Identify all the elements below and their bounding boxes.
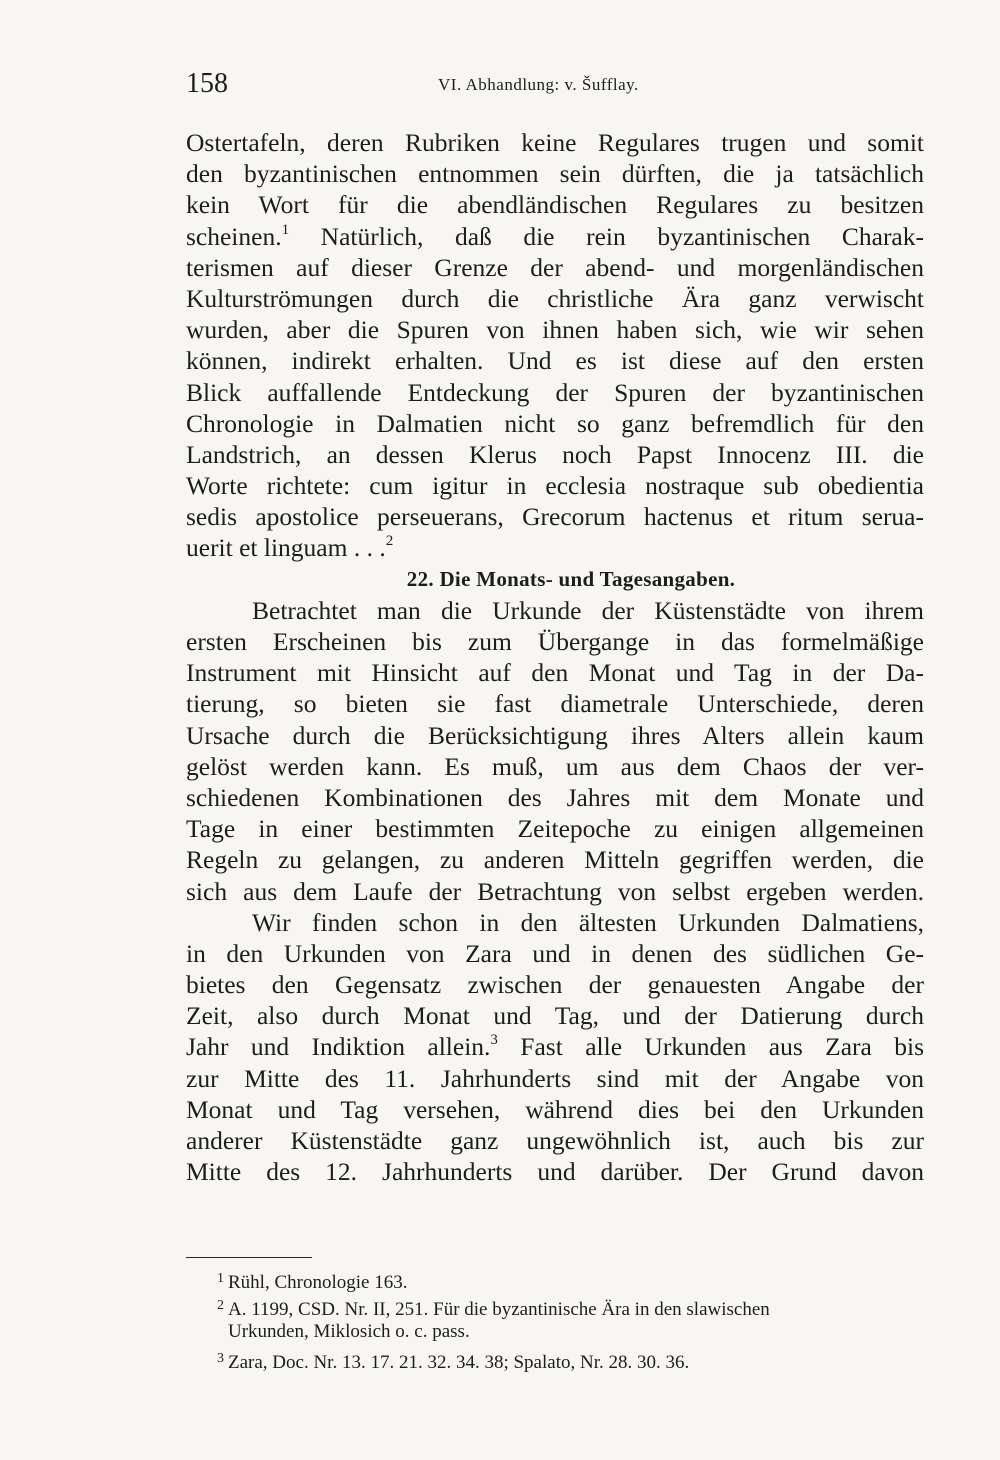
text-fragment: scheinen.: [186, 221, 282, 251]
text-fragment: Natürlich, daß die rein byzantinischen Charak-: [289, 221, 924, 251]
text-line: Landstrich, an dessen Klerus noch Papst Innocenz III. die: [186, 439, 924, 469]
text-line: terismen auf dieser Grenze der abend- und morgenländischen: [186, 252, 924, 282]
text-line: Instrument mit Hinsicht auf den Monat und Tag in der Da-: [186, 658, 924, 688]
text-line: in den Urkunden von Zara und in denen des südlichen Ge-: [186, 938, 924, 968]
text-line: Blick auffallende Entdeckung der Spuren der byzantinischen: [186, 377, 924, 407]
text-line: Mitte des 12. Jahrhunderts und darüber. Der Grund davon: [186, 1157, 924, 1187]
text-line: sich aus dem Laufe der Betrachtung von selbst ergeben werden.: [186, 876, 924, 906]
text-fragment: uerit et linguam . . .: [186, 533, 386, 563]
running-header: [186, 68, 924, 104]
text-line: [186, 1031, 924, 1062]
text-fragment: Jahr und Indiktion allein.: [186, 1032, 491, 1062]
text-line: kein Wort für die abendländischen Regulares zu besitzen: [186, 190, 924, 220]
text-line: tierung, so bieten sie fast diametrale Unterschiede, deren: [186, 689, 924, 719]
footnote-3: [186, 1346, 924, 1373]
text-line: Regeln zu gelangen, zu anderen Mitteln gegriffen werden, die: [186, 845, 924, 875]
text-line: [186, 532, 924, 563]
footnote-mark: 2: [217, 1297, 224, 1313]
text-line: [186, 221, 924, 252]
footnote-divider: [186, 1257, 312, 1258]
text-line: gelöst werden kann. Es muß, um aus dem Chaos der ver-: [186, 751, 924, 781]
footnote-ref-3[interactable]: 3: [490, 1032, 498, 1049]
text-line: Wir finden schon in den ältesten Urkunden Dalmatiens,: [252, 907, 924, 937]
running-title: VI. Abhandlung: v. Šufflay.: [438, 75, 639, 94]
text-line: den byzantinischen entnommen sein dürften, die ja tatsächlich: [186, 159, 924, 189]
text-line: Ursache durch die Berücksichtigung ihres Alters allein kaum: [186, 720, 924, 750]
text-fragment: Fast alle Urkunden aus Zara bis: [497, 1032, 924, 1062]
footnote-text: A. 1199, CSD. Nr. II, 251. Für die byzantinische Ära in den slawischen: [228, 1298, 770, 1320]
text-line: Tage in einer bestimmten Zeitepoche zu einigen allgemeinen: [186, 814, 924, 844]
footnotes: [186, 1266, 924, 1372]
text-line: ersten Erscheinen bis zum Übergange in das formelmäßige: [186, 627, 924, 656]
text-line: anderer Küstenstädte ganz ungewöhnlich ist, auch bis zur: [186, 1126, 924, 1155]
page-number: 158: [186, 68, 228, 99]
footnote-mark: 3: [217, 1350, 224, 1366]
footnote-ref-1[interactable]: 1: [281, 221, 290, 238]
footnote-text: Rühl, Chronologie 163.: [228, 1272, 408, 1293]
footnote-ref-2[interactable]: 2: [385, 533, 394, 550]
text-line: Chronologie in Dalmatien nicht so ganz befremdlich für den: [186, 408, 924, 438]
text-line: Worte richtete: cum igitur in ecclesia nostraque sub obedientia: [186, 471, 924, 501]
text-line: Zeit, also durch Monat und Tag, und der Datierung durch: [186, 1001, 924, 1031]
main-text: [186, 127, 924, 1187]
text-line: Kulturströmungen durch die christliche Ära ganz verwischt: [186, 283, 924, 313]
section-heading: 22. Die Monats- und Tagesangaben.: [406, 566, 736, 591]
text-line: schiedenen Kombinationen des Jahres mit dem Monate und: [186, 782, 924, 812]
text-line: sedis apostolice perseuerans, Grecorum hactenus et ritum serua-: [186, 502, 924, 532]
text-line: zur Mitte des 11. Jahrhunderts sind mit der Angabe von: [186, 1063, 924, 1093]
footnote-mark: 1: [217, 1271, 224, 1286]
text-line: bietes den Gegensatz zwischen der genauesten Angabe der: [186, 970, 924, 1000]
text-line: wurden, aber die Spuren von ihnen haben sich, wie wir sehen: [186, 315, 924, 345]
footnote-text: Zara, Doc. Nr. 13. 17. 21. 32. 34. 38; Spalato, Nr. 28. 30. 36.: [228, 1351, 690, 1373]
footnote-2: [186, 1293, 924, 1320]
text-line: Ostertafeln, deren Rubriken keine Regulares trugen und somit: [186, 128, 924, 157]
footnote-2-continuation: Urkunden, Miklosich o. c. pass.: [228, 1321, 470, 1342]
text-line: Monat und Tag versehen, während dies bei den Urkunden: [186, 1094, 924, 1124]
text-line: können, indirekt erhalten. Und es ist diese auf den ersten: [186, 346, 924, 376]
footnote-1: [186, 1266, 924, 1293]
text-line: Betrachtet man die Urkunde der Küstenstädte von ihrem: [252, 595, 924, 625]
